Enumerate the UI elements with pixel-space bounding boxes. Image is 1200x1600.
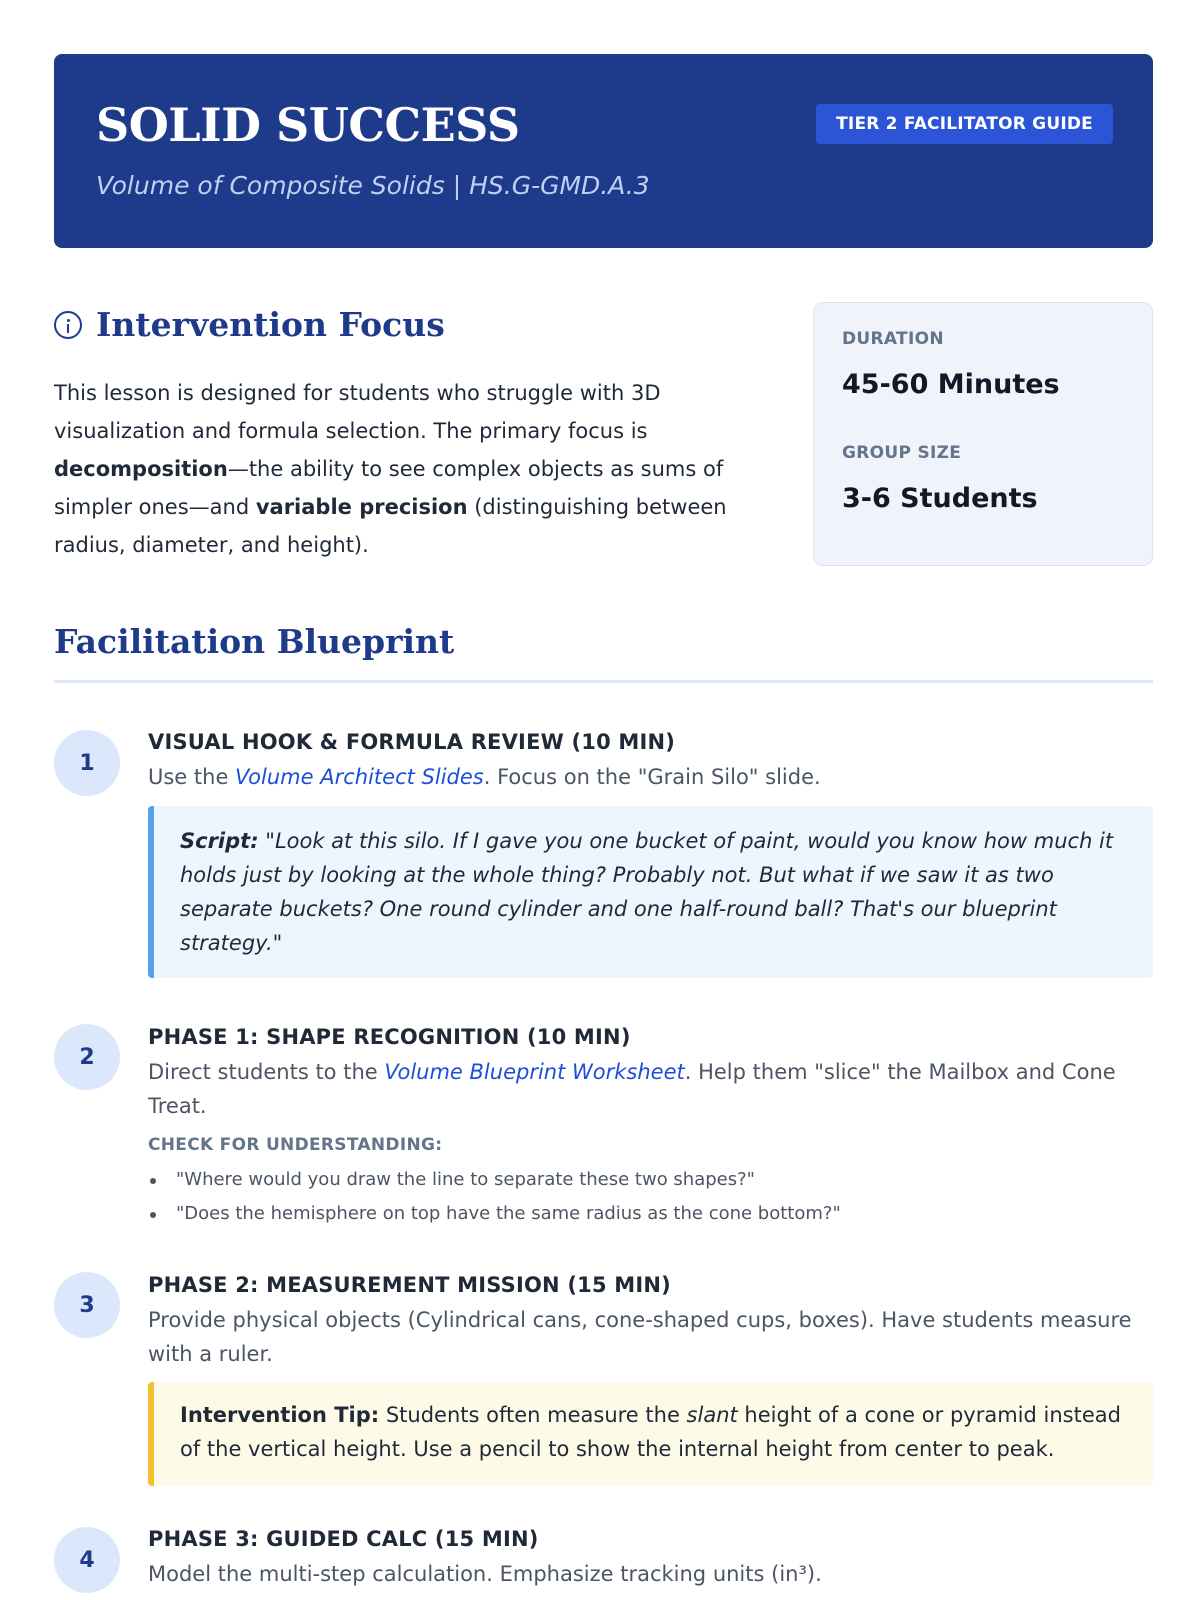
page-subtitle: Volume of Composite Solids | HS.G-GMD.A.3 (96, 171, 650, 200)
tip-text-post: height of a cone or pyramid instead of the vertical height. Use a pencil to show the internal height from center to peak. (180, 1403, 1121, 1461)
intervention-tip-callout (148, 1382, 1153, 1486)
focus-heading: Intervention Focus (96, 305, 445, 344)
step-1-body (148, 760, 1148, 794)
duration-label: DURATION (842, 329, 944, 349)
script-label: Script: (180, 829, 259, 853)
focus-text-3: (distinguishing between radius, diameter, and height). (54, 495, 727, 557)
step-1-body-pre: Use the (148, 765, 236, 789)
blueprint-divider (54, 680, 1153, 683)
step-4-number: 4 (54, 1527, 120, 1593)
step-2-title: PHASE 1: SHAPE RECOGNITION (10 MIN) (148, 1025, 631, 1049)
check-for-understanding-label: CHECK FOR UNDERSTANDING: (148, 1135, 443, 1155)
script-callout (148, 806, 1153, 978)
focus-text-1: This lesson is designed for students who struggle with 3D visualization and formula selection. The primary focus is (54, 381, 661, 443)
lesson-meta-card (813, 302, 1153, 566)
tip-label: Intervention Tip: (180, 1403, 380, 1427)
focus-heading-row (54, 305, 445, 344)
list-item: "Where would you draw the line to separate these two shapes?" (148, 1163, 841, 1197)
focus-description (54, 374, 754, 564)
step-1-title: VISUAL HOOK & FORMULA REVIEW (10 MIN) (148, 730, 676, 754)
step-3-number: 3 (54, 1272, 120, 1338)
script-text: "Look at this silo. If I gave you one bucket of paint, would you know how much it holds just by looking at the whole thing? Probably not. But what if we saw it as two separate buckets? One round cylinder and one half-round ball? That's our blueprint strategy." (180, 829, 1114, 955)
step-4-body: Model the multi-step calculation. Emphasize tracking units (in³). (148, 1562, 822, 1586)
group-size-label: GROUP SIZE (842, 443, 962, 463)
step-2-number: 2 (54, 1024, 120, 1090)
header-banner (54, 54, 1153, 248)
volume-architect-slides-link[interactable]: Volume Architect Slides (235, 765, 484, 789)
list-item: "Does the hemisphere on top have the same radius as the cone bottom?" (148, 1197, 841, 1231)
step-2-body-post: . Help them "slice" the Mailbox and Cone Treat. (148, 1060, 1116, 1118)
group-size-value: 3-6 Students (842, 483, 1038, 514)
tier-badge: TIER 2 FACILITATOR GUIDE (816, 104, 1113, 144)
tip-text-emphasis: slant (686, 1403, 738, 1427)
page-title: SOLID SUCCESS (96, 98, 520, 152)
volume-blueprint-worksheet-link[interactable]: Volume Blueprint Worksheet (384, 1060, 685, 1084)
step-3-body: Provide physical objects (Cylindrical cans, cone-shaped cups, boxes). Have students measure with a ruler. (148, 1308, 1132, 1366)
step-4-title: PHASE 3: GUIDED CALC (15 MIN) (148, 1527, 539, 1551)
focus-text-2: —the ability to see complex objects as sums of simpler ones—and (54, 457, 724, 519)
focus-bold-decomposition: decomposition (54, 457, 228, 481)
duration-value: 45-60 Minutes (842, 369, 1060, 400)
step-2-body (148, 1055, 1148, 1123)
focus-bold-variable-precision: variable precision (255, 495, 468, 519)
step-3-title: PHASE 2: MEASUREMENT MISSION (15 MIN) (148, 1273, 671, 1297)
tip-text-pre: Students often measure the (379, 1403, 687, 1427)
step-1-body-post: . Focus on the "Grain Silo" slide. (483, 765, 821, 789)
blueprint-heading: Facilitation Blueprint (54, 622, 455, 661)
check-for-understanding-list (148, 1163, 841, 1231)
info-circle-icon (54, 311, 82, 339)
step-1-number: 1 (54, 730, 120, 796)
step-2-body-pre: Direct students to the (148, 1060, 385, 1084)
